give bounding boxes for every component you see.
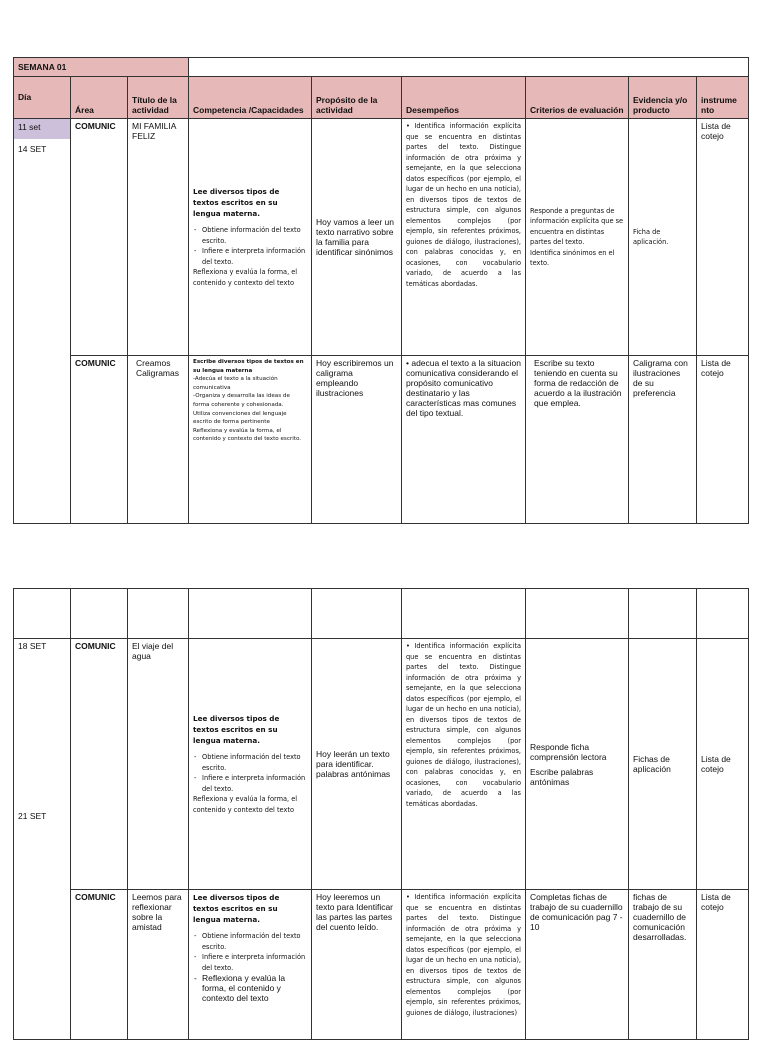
criterios-cell [526,119,629,356]
capacidades-list [193,931,307,1003]
date-start: 18 SET [18,641,47,651]
desempeno-cell: • Identifica información explícita que se encuentra en distintas partes del texto. Distingue información de otra próxima y semejante, en la que selecciona datos específicos (por ejemplo, el lugar de un hecho en una noticia), en diversos tipos de textos de estructura simple, con algunos elementos complejos (por ejemplo, sin referentes próximos, guiones de diálogo, ilustraciones) [402,890,526,1040]
evidencia-cell: Fichas de aplicación [629,639,697,890]
date-end: 21 SET [18,811,47,821]
capacidad-item: - Obtiene información del texto escrito. [202,752,307,773]
week-label: SEMANA 01 [14,58,189,77]
capacidad-item: - Obtiene información del texto escrito. [202,225,307,246]
header-competencia: Competencia /Capacidades [189,77,312,119]
competencia-cell [189,356,312,524]
area-cell: COMUNIC [71,890,128,1040]
table-row [14,639,749,890]
capacidad-item: - Infiere e interpreta información del texto. [202,246,307,267]
table-row [14,356,749,524]
capacidad-item: - Reflexiona y evalúa la forma, el contenido y contexto del texto [202,973,307,1003]
desempeno-cell: • Identifica información explícita que se encuentra en distintas partes del texto. Distingue información de otra próxima y semejante, en la que selecciona datos específicos (por ejemplo, el lugar de un hecho en una noticia), en diversos tipos de textos de estructura simple, con algunos elementos complejos (por ejemplo, sin referentes próximos, guiones de diálogo, ilustraciones), con palabras conocidas y, en ocasiones, con vocabulario variado, de acuerdo a las temáticas abordadas. [402,639,526,890]
planning-table-week-01 [13,57,749,524]
capacidades-list [193,225,307,267]
capacidad-item: - Infiere e interpreta información del texto. [202,773,307,794]
competencia-line: -Organiza y desarrolla las ideas de forma coherente y cohesionada. [193,393,290,408]
competencia-line: -Adecúa el texto a la situación comunicativa [193,376,278,391]
criterio-item: Responde ficha comprensión lectora [530,741,607,762]
competencia-cell [189,890,312,1040]
header-desempenos: Desempeños [402,77,526,119]
activity-title: MI FAMILIA FELIZ [128,119,189,356]
competencia-title: Lee diversos tipos de textos escritos en su lengua materna. [193,893,280,924]
proposito-cell: Hoy leerán un texto para identificar. palabras antónimas [312,639,402,890]
area-cell: COMUNIC [71,119,128,356]
instrumento-cell: Lista de cotejo [697,890,749,1040]
criterios-cell: Escribe su texto teniendo en cuenta su forma de redacción de acuerdo a la ilustración que emplea. [526,356,629,524]
header-evidencia: Evidencia y/o producto [629,77,697,119]
competencia-extra: Reflexiona y evalúa la forma, el contenido y contexto del texto [193,795,298,814]
capacidad-item: - Infiere e interpreta información del texto. [202,952,307,973]
criterios-cell: Completas fichas de trabajo de su cuadernillo de comunicación pag 7 - 10 [526,890,629,1040]
header-instrumento: instrume nto [697,77,749,119]
instrumento-cell: Lista de cotejo [697,356,749,524]
competencia-title: Lee diversos tipos de textos escritos en su lengua materna. [193,714,280,745]
competencia-line: Reflexiona y evalúa la forma, el contenido y contexto del texto escrito. [193,427,302,443]
desempeno-cell: • Identifica información explícita que se encuentra en distintas partes del texto. Distingue información de otra próxima y semejante, en la que selecciona datos específicos (por ejemplo, el lugar de un hecho en una noticia), en diversos tipos de textos de estructura simple, con algunos elementos complejos (por ejemplo, sin referentes próximos, guiones de diálogo, ilustraciones), con palabras conocidas y, en ocasiones, con vocabulario variado, de acuerdo a las temáticas abordadas. [402,119,526,356]
criterio-item: Identifica sinónimos en el texto. [530,248,615,267]
capacidades-list [193,752,307,794]
week-title-empty [189,58,749,77]
instrumento-cell: Lista de cotejo [697,119,749,356]
area-cell: COMUNIC [71,639,128,890]
activity-title: Creamos Caligramas [128,356,189,524]
date-start: 11 set [14,119,70,139]
competencia-title: Escribe diversos tipos de textos en su lengua materna [193,359,304,374]
competencia-extra: Reflexiona y evalúa la forma, el contenido y contexto del texto [193,268,298,287]
date-end: 14 SET [18,144,47,154]
table-row [14,119,749,356]
competencia-cell [189,639,312,890]
empty-header-row [14,589,749,639]
criterios-cell [526,639,629,890]
desempeno-cell: • adecua el texto a la situacion comunicativa considerando el propósito comunicativo destinatario y las características mas comunes del tipo textual. [402,356,526,524]
planning-table-week-02 [13,588,749,1040]
criterio-item: Escribe palabras antónimas [530,766,594,787]
activity-title: El viaje del agua [128,639,189,890]
evidencia-cell: fichas de trabajo de su cuadernillo de comunicación desarrolladas. [629,890,697,1040]
header-dia: Día [14,77,71,119]
capacidad-item: - Obtiene información del texto escrito. [202,931,307,952]
area-cell: COMUNIC [71,356,128,524]
criterio-item: Responde a preguntas de información explícita que se encuentra en distintas partes del texto. [530,206,624,246]
proposito-cell: Hoy vamos a leer un texto narrativo sobre la familia para identificar sinónimos [312,119,402,356]
competencia-line: Utiliza convenciones del lenguaje escrito de forma pertinente [193,410,287,426]
proposito-cell: Hoy leeremos un texto para Identificar las partes las partes del cuento leído. [312,890,402,1040]
header-area: Área [71,77,128,119]
competencia-title: Lee diversos tipos de textos escritos en su lengua materna. [193,187,280,218]
day-cell [14,639,71,1040]
proposito-cell: Hoy escribiremos un caligrama empleando ilustraciones [312,356,402,524]
activity-title: Leemos para reflexionar sobre la amistad [128,890,189,1040]
day-cell [14,119,71,524]
header-criterios: Criterios de evaluación [526,77,629,119]
header-titulo: Título de la actividad [128,77,189,119]
competencia-cell [189,119,312,356]
instrumento-cell: Lista de cotejo [697,639,749,890]
evidencia-cell: Caligrama con ilustraciones de su preferencia [629,356,697,524]
header-proposito: Propósito de la actividad [312,77,402,119]
evidencia-cell: Ficha de aplicación. [629,119,697,356]
table-row [14,890,749,1040]
